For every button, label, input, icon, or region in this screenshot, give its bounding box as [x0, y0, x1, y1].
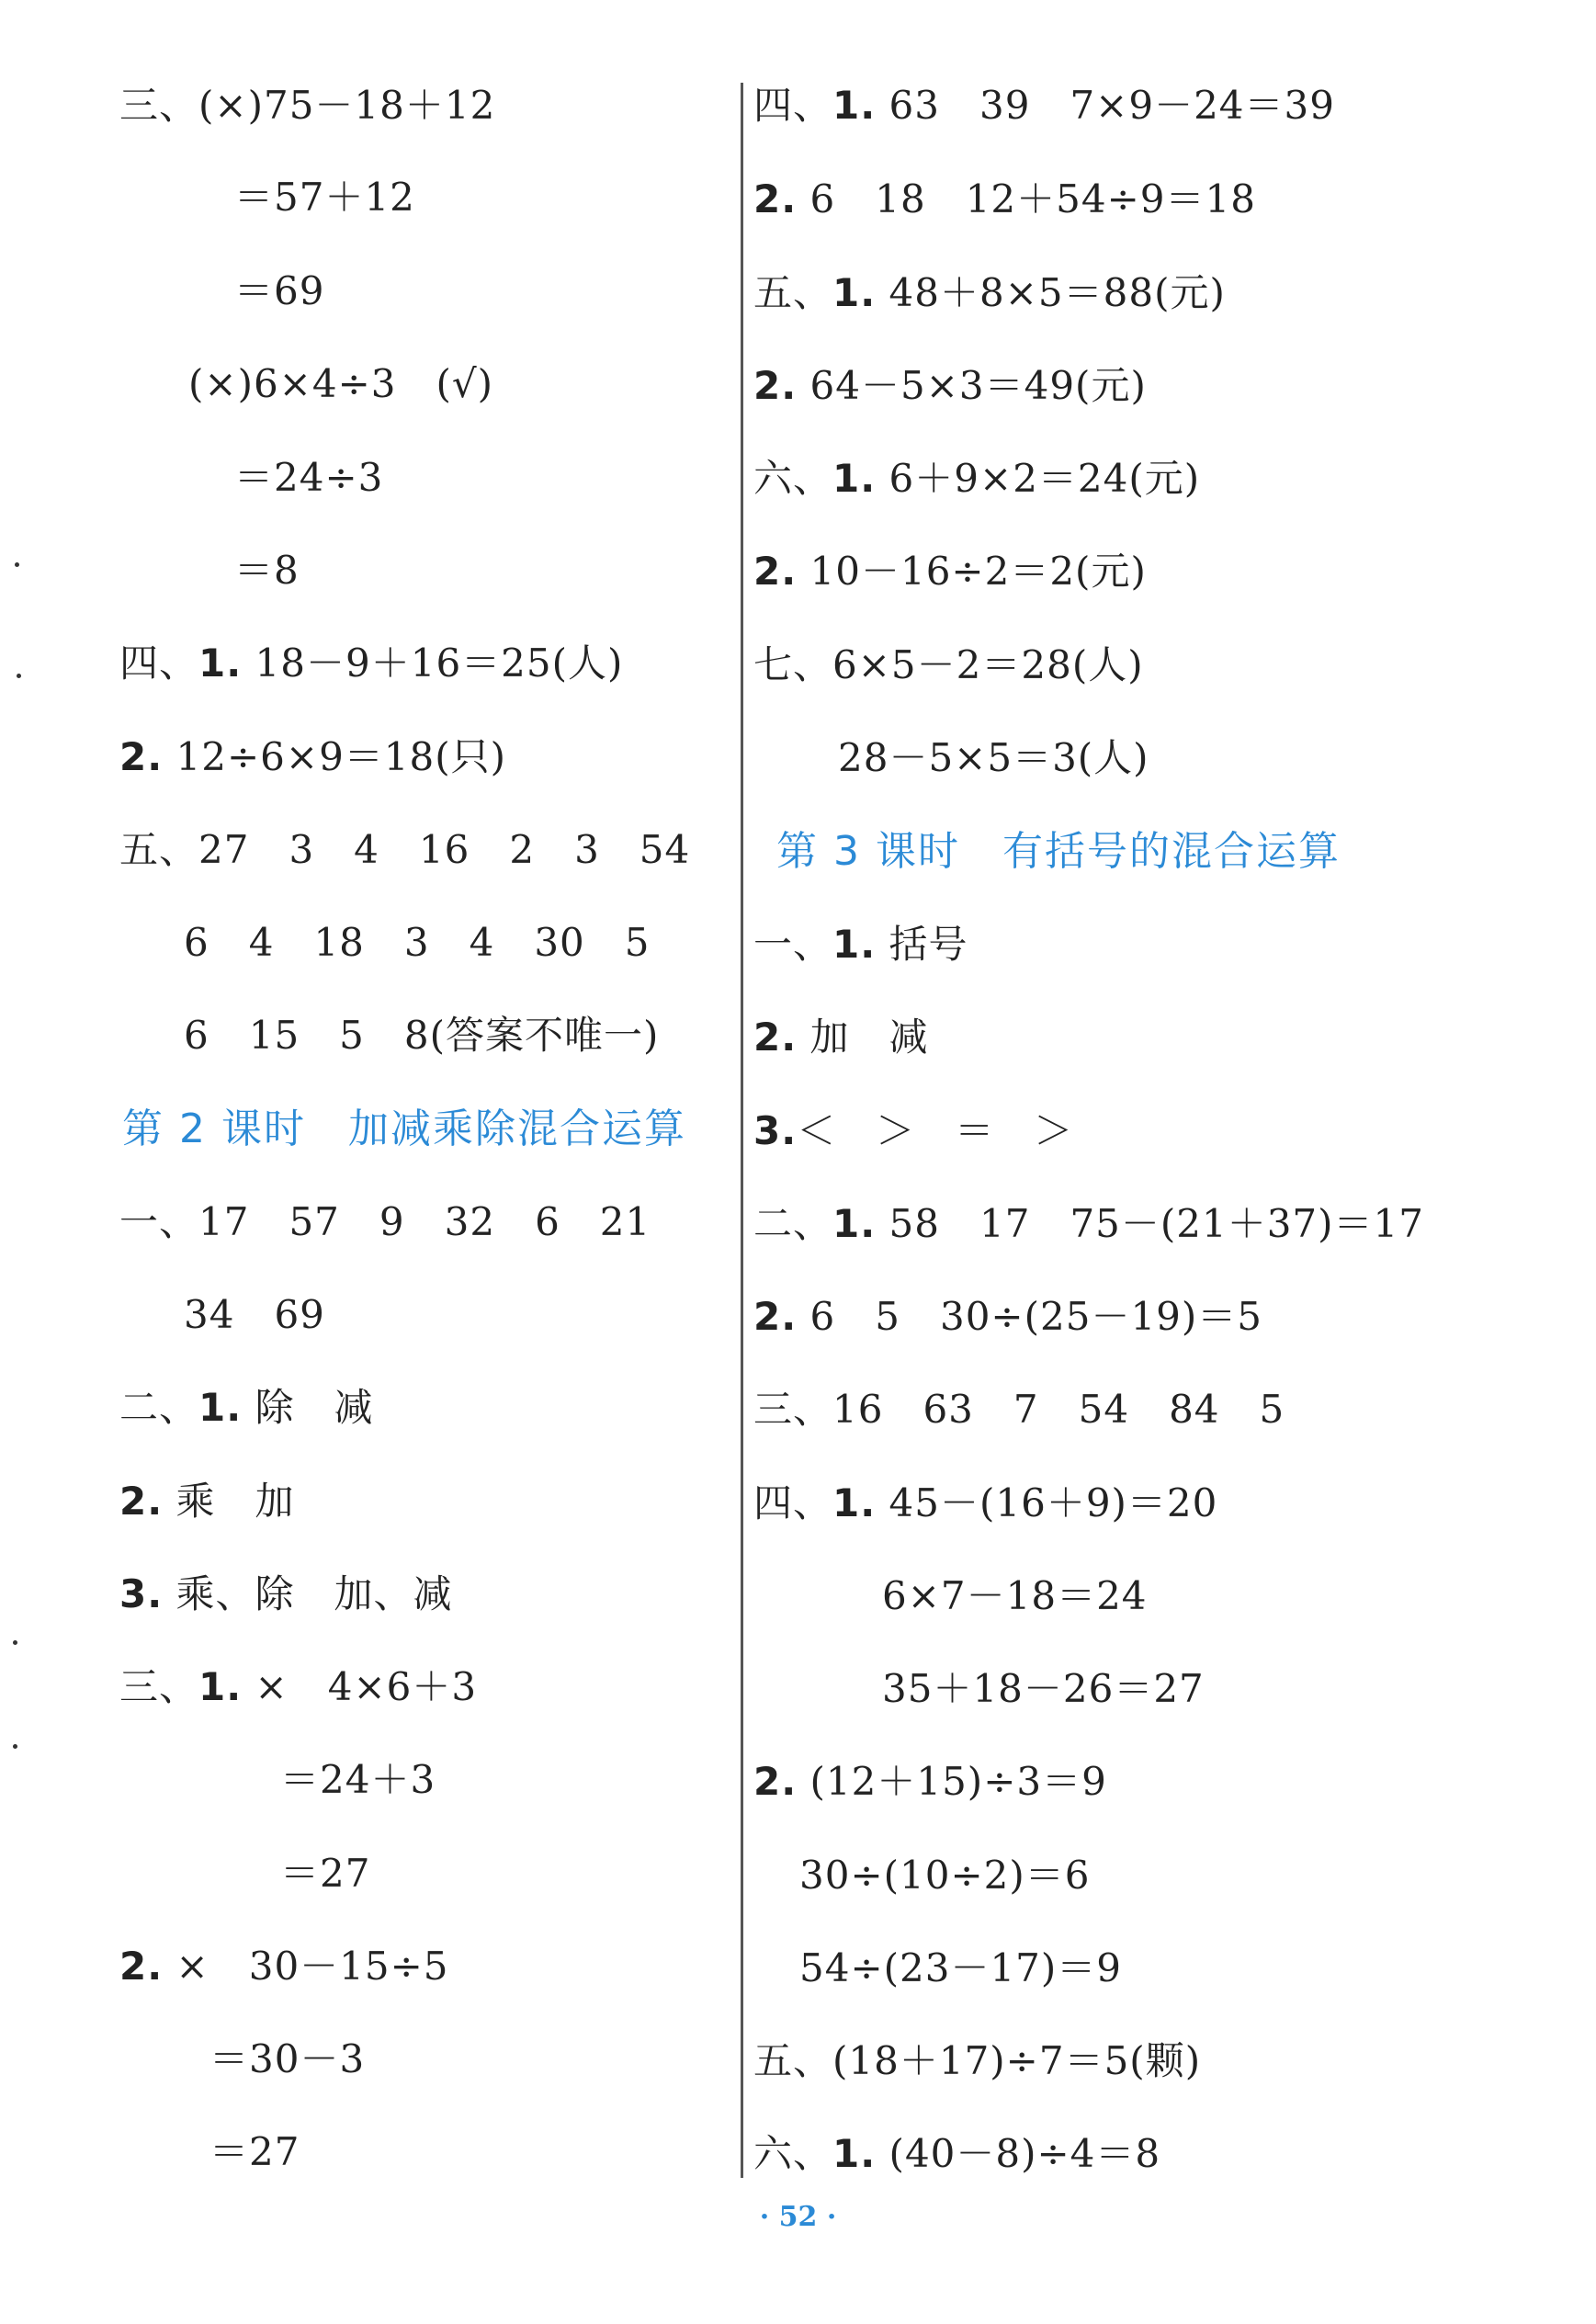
column-divider: [741, 83, 743, 2178]
item-number: 1.: [832, 456, 877, 501]
answer-line: [799, 1941, 1122, 1996]
answer-text: 12÷6×9＝18(只): [163, 734, 507, 779]
question-prefix: 六、: [753, 456, 833, 501]
answer-text: 6 5 30÷(25－19)＝5: [797, 1294, 1262, 1339]
answer-text: ＝30－3: [209, 2036, 366, 2081]
answer-text: 35＋18－26＝27: [882, 1666, 1205, 1711]
answer-text: 63 39 7×9－24＝39: [876, 83, 1335, 128]
answer-line: [753, 1754, 1107, 1809]
answer-line: [753, 544, 1147, 599]
answer-text: (40－8)÷4＝8: [876, 2131, 1161, 2176]
question-prefix: 七、: [753, 642, 833, 687]
answer-line: [234, 543, 300, 598]
answer-line: [882, 1661, 1205, 1717]
answer-line: [799, 1848, 1091, 1903]
answer-line: [119, 1380, 374, 1435]
answer-text: 6 4 18 3 4 30 5: [184, 920, 651, 965]
item-number: 1.: [832, 1201, 877, 1246]
answer-line: [753, 1196, 1424, 1252]
section-heading: 第 3 课时 有括号的混合运算: [776, 828, 1341, 875]
answer-text: 34 69: [184, 1292, 325, 1337]
answer-line: [188, 357, 493, 412]
question-prefix: 二、: [753, 1201, 833, 1246]
scan-speck: [13, 1640, 17, 1645]
answer-line: [184, 915, 651, 970]
answer-text: ＜ ＞ ＝ ＞: [797, 1108, 1074, 1153]
item-number: 1.: [832, 83, 877, 128]
answer-line: [753, 1289, 1262, 1344]
item-number: 2.: [119, 1479, 164, 1524]
item-number: 2.: [753, 1759, 798, 1804]
scan-speck: [15, 562, 19, 567]
page-number: · 52 ·: [759, 2201, 837, 2233]
question-prefix: 五、: [753, 2038, 833, 2083]
question-prefix: 三、: [119, 83, 199, 128]
answer-text: (×)6×4÷3 (√): [188, 361, 494, 406]
answer-line: [753, 2126, 1160, 2182]
answer-text: ＝27: [280, 1851, 371, 1896]
question-prefix: 一、: [119, 1199, 199, 1244]
answer-text: ＝69: [234, 268, 325, 313]
answer-line: [753, 2034, 1201, 2089]
answer-text: 乘 加: [163, 1479, 295, 1524]
item-number: 2.: [119, 734, 164, 779]
item-number: 1.: [198, 1664, 243, 1709]
answer-line: [234, 264, 324, 319]
item-number: 1.: [198, 1385, 243, 1430]
answer-line: [882, 1569, 1148, 1624]
answer-line: [753, 358, 1147, 414]
answer-text: 54÷(23－17)＝9: [799, 1945, 1123, 1990]
answer-text: 28－5×5＝3(人): [838, 735, 1149, 780]
answer-text: 加 减: [797, 1015, 929, 1060]
answer-text: 17 57 9 32 6 21: [198, 1199, 651, 1244]
scan-speck: [13, 1744, 17, 1749]
item-number: 1.: [832, 922, 877, 967]
answer-line: [753, 638, 1144, 693]
question-prefix: 二、: [119, 1385, 199, 1430]
answer-text: 48＋8×5＝88(元): [876, 270, 1226, 315]
answer-text: (12＋15)÷3＝9: [797, 1759, 1107, 1804]
item-number: 1.: [198, 641, 243, 686]
answer-text: 6 15 5 8(答案不唯一): [184, 1013, 660, 1058]
answer-line: [753, 1476, 1217, 1531]
answer-line: [184, 1008, 659, 1063]
answer-line: [209, 2032, 365, 2087]
question-prefix: 三、: [119, 1664, 199, 1709]
answer-text: 除 减: [242, 1385, 374, 1430]
answer-line: [753, 917, 968, 972]
question-prefix: 四、: [119, 641, 199, 686]
answer-text: ＝27: [209, 2129, 300, 2174]
answer-text: 10－16÷2＝2(元): [797, 549, 1147, 594]
question-prefix: 三、: [753, 1387, 833, 1432]
answer-text: (18＋17)÷7＝5(颗): [832, 2038, 1202, 2083]
answer-text: 6 18 12＋54÷9＝18: [797, 176, 1256, 221]
item-number: 2.: [753, 176, 798, 221]
answer-line: [753, 266, 1226, 321]
answer-line: [119, 1660, 477, 1715]
item-number: 3.: [119, 1571, 164, 1616]
answer-line: [753, 451, 1200, 506]
answer-line: [753, 1104, 1073, 1159]
item-number: 3.: [753, 1108, 798, 1153]
answer-text: (×)75－18＋12: [198, 83, 496, 128]
answer-line: [184, 1287, 325, 1343]
answer-text: 30÷(10÷2)＝6: [799, 1853, 1091, 1898]
answer-text: ＝57＋12: [234, 175, 415, 220]
question-prefix: 一、: [753, 922, 833, 967]
scan-speck: [17, 674, 21, 678]
answer-text: ＝8: [234, 548, 300, 593]
answer-line: [234, 450, 383, 505]
answer-line: [753, 78, 1335, 133]
item-number: 1.: [832, 1480, 877, 1525]
answer-text: 64－5×3＝49(元): [797, 363, 1147, 408]
answer-line: [280, 1752, 436, 1808]
answer-line: [838, 731, 1149, 786]
question-prefix: 四、: [753, 83, 833, 128]
answer-line: [119, 78, 495, 133]
question-prefix: 五、: [753, 270, 833, 315]
answer-line: [753, 172, 1256, 227]
answer-line: [234, 170, 415, 225]
item-number: 2.: [753, 549, 798, 594]
answer-text: 58 17 75－(21＋37)＝17: [876, 1201, 1424, 1246]
item-number: 2.: [753, 1015, 798, 1060]
question-prefix: 五、: [119, 827, 199, 872]
answer-line: [119, 730, 506, 785]
answer-line: [119, 1474, 295, 1529]
answer-line: [753, 1382, 1285, 1437]
answer-line: [119, 1195, 651, 1250]
section-heading: 第 2 课时 加减乘除混合运算: [122, 1105, 686, 1152]
answer-text: 6×7－18＝24: [882, 1573, 1148, 1618]
answer-text: 27 3 4 16 2 3 54: [198, 827, 691, 872]
answer-text: 括号: [876, 922, 968, 967]
item-number: 1.: [832, 270, 877, 315]
item-number: 2.: [753, 363, 798, 408]
answer-text: ＝24÷3: [234, 455, 384, 500]
answer-line: [119, 1939, 449, 1994]
answer-text: 18－9＋16＝25(人): [242, 641, 624, 686]
answer-text: ＝24＋3: [280, 1757, 436, 1802]
answer-text: 6×5－2＝28(人): [832, 642, 1144, 687]
item-number: 1.: [832, 2131, 877, 2176]
answer-line: [119, 636, 623, 691]
answer-text: 45－(16＋9)＝20: [876, 1480, 1218, 1525]
item-number: 2.: [119, 1944, 164, 1989]
answer-line: [753, 1010, 929, 1065]
answer-text: × 30－15÷5: [163, 1944, 449, 1989]
answer-line: [119, 822, 690, 878]
question-prefix: 六、: [753, 2131, 833, 2176]
item-number: 2.: [753, 1294, 798, 1339]
answer-text: 乘、除 加、减: [163, 1571, 453, 1616]
answer-line: [119, 1567, 453, 1622]
answer-line: [209, 2125, 300, 2180]
question-prefix: 四、: [753, 1480, 833, 1525]
answer-line: [280, 1846, 370, 1901]
answer-text: 6＋9×2＝24(元): [876, 456, 1201, 501]
answer-text: 16 63 7 54 84 5: [832, 1387, 1285, 1432]
answer-text: × 4×6＋3: [242, 1664, 478, 1709]
